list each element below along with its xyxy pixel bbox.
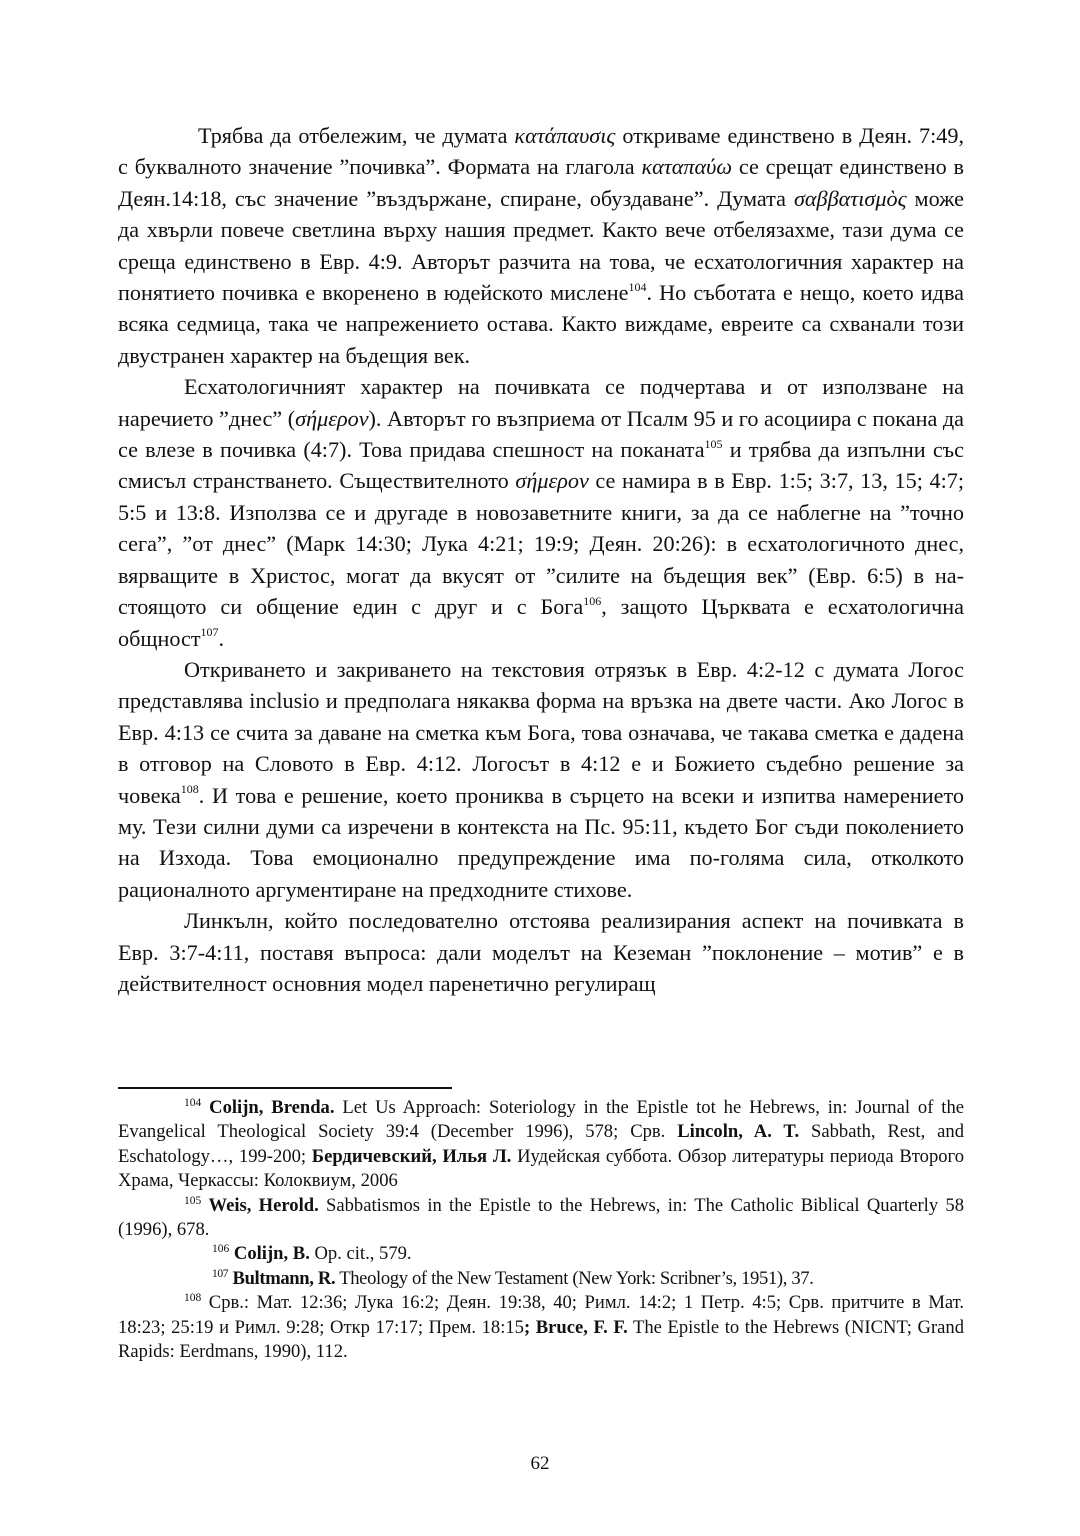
paragraph-1 [118, 120, 964, 371]
greek-word: σαββατισμὸς [793, 185, 907, 211]
footnote-number: 106 [212, 1243, 230, 1256]
text-run: , защото Църквата е есхатологична общност [118, 594, 964, 651]
author-name: Lincoln, A. T. [677, 1121, 800, 1143]
footnote-number: 105 [184, 1194, 202, 1207]
text-run: . Но съботата е нещо, което идва всяка седмица, така че напрежението остава. Както виждаме, евреите са схванали този двустранен характер на бъдещия век. [118, 280, 965, 368]
page-number: 62 [530, 1453, 550, 1474]
footnote-ref-108[interactable]: 108 [180, 782, 199, 797]
author-name: Bultmann, R. [232, 1267, 336, 1289]
text-run: и трябва да изпълни със смисъл странстването. Съществителното [118, 437, 964, 494]
citation-text: Sabbatismos in the Epistle to the Hebrews, in: The Catholic Biblical Quarterly 58 (1996), 678. [118, 1194, 964, 1241]
text-run: ). Авторът го възприема от Псалм 95 и го асоциира с покана да се влезе в почивка (4:7). Това придава спешност на поканата [118, 405, 965, 463]
footnote-107 [118, 1267, 964, 1291]
footnote-108 [118, 1291, 964, 1364]
author-name: Colijn, Brenda. [209, 1097, 335, 1118]
author-name: ; Bruce, F. F. [523, 1316, 628, 1338]
paragraph-2 [118, 371, 964, 654]
citation-text: Иудейская суббота. Обзор литературы периода Второго Храма, Черкассы: Колоквиум, 2006 [118, 1145, 965, 1192]
citation-text: Op. cit., 579. [309, 1243, 412, 1265]
greek-word: σήμερον [515, 468, 589, 494]
main-text [118, 120, 964, 999]
text-run: Есхатологичният характер на почивката се подчертава и от използване на наречието ”днес” ( [118, 374, 964, 431]
footnote-separator [118, 1087, 452, 1089]
text-run: може да хвърли повече светлина върху нашия предмет. Както вече отбелязахме, тази дума се среща единствено в Евр. 4:9. Авторът разчита на това, че есхатологичния характер на понятието почивка е вкоренено в юдейското мислене [118, 185, 965, 306]
footnote-ref-105[interactable]: 105 [704, 436, 723, 451]
citation-text: Срв.: Мат. 12:36; Лука 16:2; Деян. 19:38, 40; Римл. 14:2; 1 Петр. 4:5; Срв. притчите в Мат. 18:23; 25:19 и Римл. 9:28; Откр 17:17; Прем. 18:15 [118, 1292, 964, 1338]
paragraph-4 [118, 905, 964, 999]
citation-text: The Epistle to the Hebrews (NICNT; Grand Rapids: Eerdmans, 1990), 112. [118, 1316, 965, 1363]
text-run: Линкълн, който последователно отстоява реализирания аспект на почивката в Евр. 3:7-4:11, поставя въпроса: дали моделът на Кеземан ”поклонение – мотив” е в действителност основния модел паренетично регулиращ [118, 908, 964, 996]
footnote-106 [118, 1242, 964, 1266]
citation-text: Let Us Approach: Soteriology in the Epistle tot he Hebrews, in: Journal of the Evangelical Theological Society 39:4 (December 1996), 578; Срв. [118, 1097, 965, 1143]
text-run: . И това е решение, което прониква в сърцето на всеки и изпитва намерението му. Тези силни думи са изречени в контекста на Пс. 95:11, където Бог съди поколението на Изхода. Това емоционално предупреждение има по-голяма сила, отколкото рационалното аргументиране на предходните стихове. [118, 782, 964, 902]
greek-word: κατάπαυσις [514, 123, 616, 148]
footnote-number: 108 [184, 1292, 202, 1305]
text-run: се срещат единствено в Деян.14:18, със значение ”въздържане, спиране, обуздаване”. Думата [118, 154, 964, 211]
text-run: се намира в в Евр. 1:5; 3:7, 13, 15; 4:7; 5:5 и 13:8. Използва се и другаде в новозаветните книги, за да се наблегне на ”точно сега”, ”от днес” (Марк 14:30; Лука 4:21; 19:9; Деян. 20:26): в есхатологичното днес, вярващите в Христос, могат да вкусят от ”силите на бъдещия век” (Евр. 6:5) в настоящото си общение един с друг и с Бога [118, 468, 964, 620]
author-name: Colijn, B. [233, 1243, 310, 1265]
footnote-105 [118, 1194, 964, 1243]
paragraph-3 [118, 654, 964, 905]
footnote-ref-104[interactable]: 104 [628, 279, 647, 294]
text-run: откриваме единствено в Деян. 7:49, с буквалното значение ”почивка”. Формата на глагола [118, 123, 965, 180]
footnote-ref-107[interactable]: 107 [200, 625, 219, 640]
footnote-ref-106[interactable]: 106 [583, 593, 602, 608]
footnotes-section [118, 1096, 964, 1364]
citation-text: Theology of the New Testament (New York: Scribner’s, 1951), 37. [335, 1267, 814, 1289]
footnote-number: 104 [184, 1096, 202, 1109]
footnote-number: 107 [212, 1267, 229, 1280]
text-run: Трябва да отбележим, че думата [198, 123, 515, 148]
footnote-104 [118, 1096, 964, 1194]
author-name: Weis, Herold. [208, 1194, 319, 1216]
greek-word: σήμερον [295, 405, 369, 431]
text-run: . [218, 625, 225, 651]
greek-word: καταπαύω [641, 154, 732, 180]
text-run: Откриването и закриването на текстовия отрязък в Евр. 4:2-12 с думата Логос представлява inclusio и предполага някаква форма на връзка на двете части. Ако Логос в Евр. 4:13 се счита за даване на сметка към Бога, това означава, че такава сметка е дадена в отговор на Словото в Евр. 4:12. Логосът в 4:12 е и Божието съдебно решение за човека [118, 656, 964, 808]
citation-text: Sabbath, Rest, and Eschatology…, 199-200; [118, 1121, 964, 1167]
author-name: Бердичевский, Илья Л. [311, 1145, 512, 1167]
